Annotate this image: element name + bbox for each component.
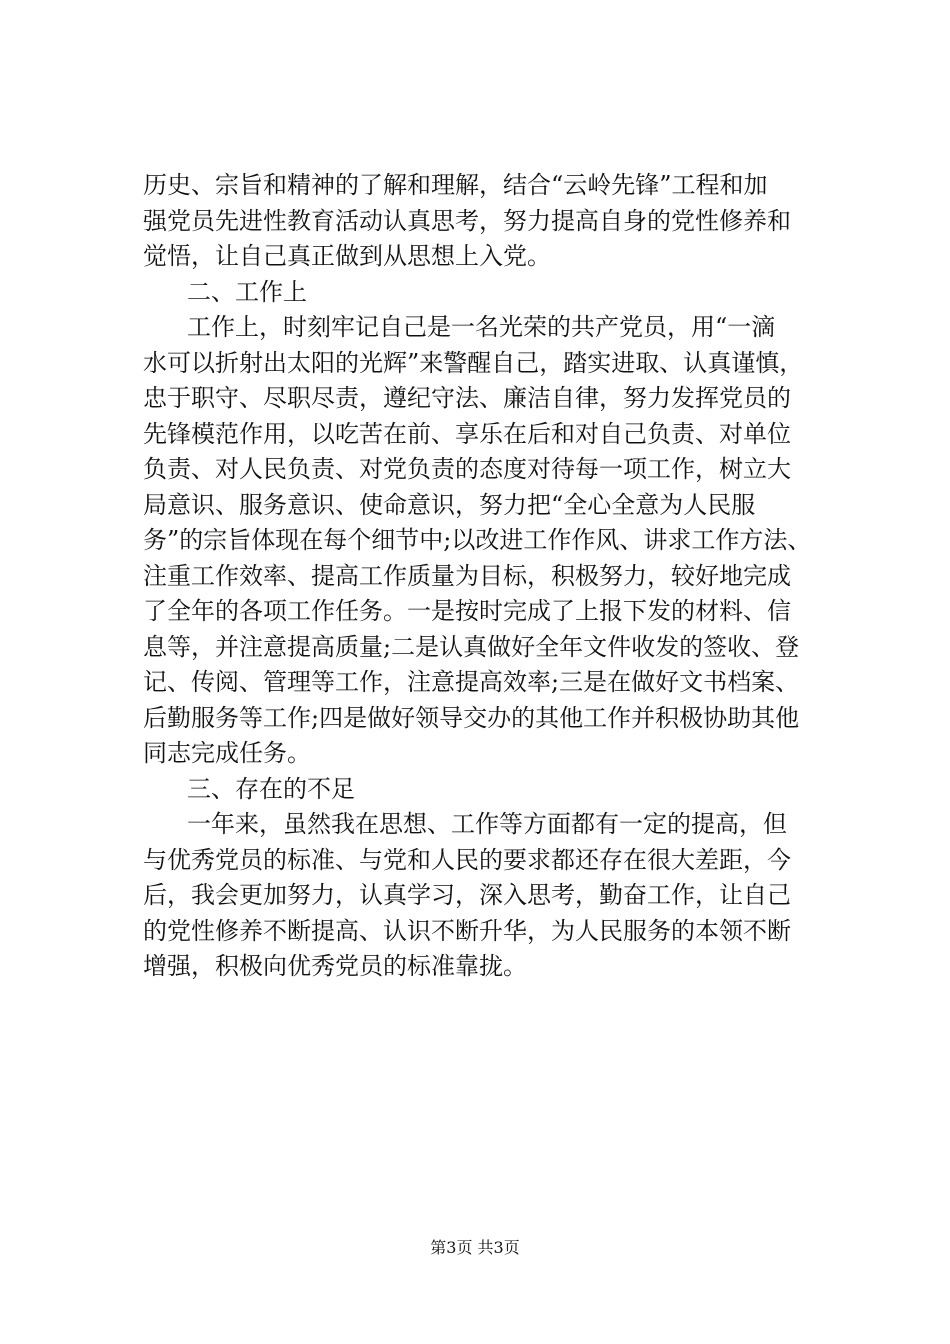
text-line: 强党员先进性教育活动认真思考，努力提高自身的党性修养和: [143, 206, 791, 235]
text-line: 务”的宗旨体现在每个细节中;以改进工作作风、讲求工作方法、: [143, 526, 812, 554]
text-line: 一年来，虽然我在思想、工作等方面都有一定的提高，但: [187, 810, 787, 838]
text-line: 增强，积极向优秀党员的标准靠拢。: [143, 952, 527, 980]
text-line: 先锋模范作用，以吃苦在前、享乐在后和对自己负责、对单位: [143, 419, 791, 448]
text-line: 的党性修养不断提高、认识不断升华，为人民服务的本领不断: [143, 916, 791, 945]
text-line: 历史、宗旨和精神的了解和理解，结合“云岭先锋”工程和加: [143, 171, 768, 199]
text-line: 忠于职守、尽职尽责，遵纪守法、廉洁自律，努力发挥党员的: [143, 384, 791, 412]
page-footer: 第3页 共3页: [430, 1238, 520, 1257]
text-line: 后勤服务等工作;四是做好领导交办的其他工作并积极协助其他: [143, 703, 800, 732]
text-line: 记、传阅、管理等工作，注意提高效率;三是在做好文书档案、: [143, 668, 800, 696]
text-line: 觉悟，让自己真正做到从思想上入党。: [143, 242, 551, 270]
text-line: 二、工作上: [187, 277, 307, 306]
text-line: 三、存在的不足: [187, 774, 355, 803]
text-line: 负责、对人民负责、对党负责的态度对待每一项工作，树立大: [143, 455, 791, 483]
document-body: [143, 168, 833, 985]
text-line: 了全年的各项工作任务。一是按时完成了上报下发的材料、信: [143, 597, 791, 625]
text-line: 同志完成任务。: [143, 739, 311, 767]
text-line: 后，我会更加努力，认真学习，深入思考，勤奋工作，让自己: [143, 881, 791, 909]
text-line: 与优秀党员的标准、与党和人民的要求都还存在很大差距，今: [143, 845, 791, 874]
text-line: 局意识、服务意识、使命意识，努力把“全心全意为人民服: [143, 490, 756, 519]
text-line: 工作上，时刻牢记自己是一名光荣的共产党员，用“一滴: [187, 313, 776, 341]
text-line: 水可以折射出太阳的光辉”来警醒自己，踏实进取、认真谨慎，: [143, 348, 804, 377]
text-line: 息等，并注意提高质量;二是认真做好全年文件收发的签收、登: [143, 632, 800, 661]
text-line: 注重工作效率、提高工作质量为目标，积极努力，较好地完成: [143, 561, 791, 590]
